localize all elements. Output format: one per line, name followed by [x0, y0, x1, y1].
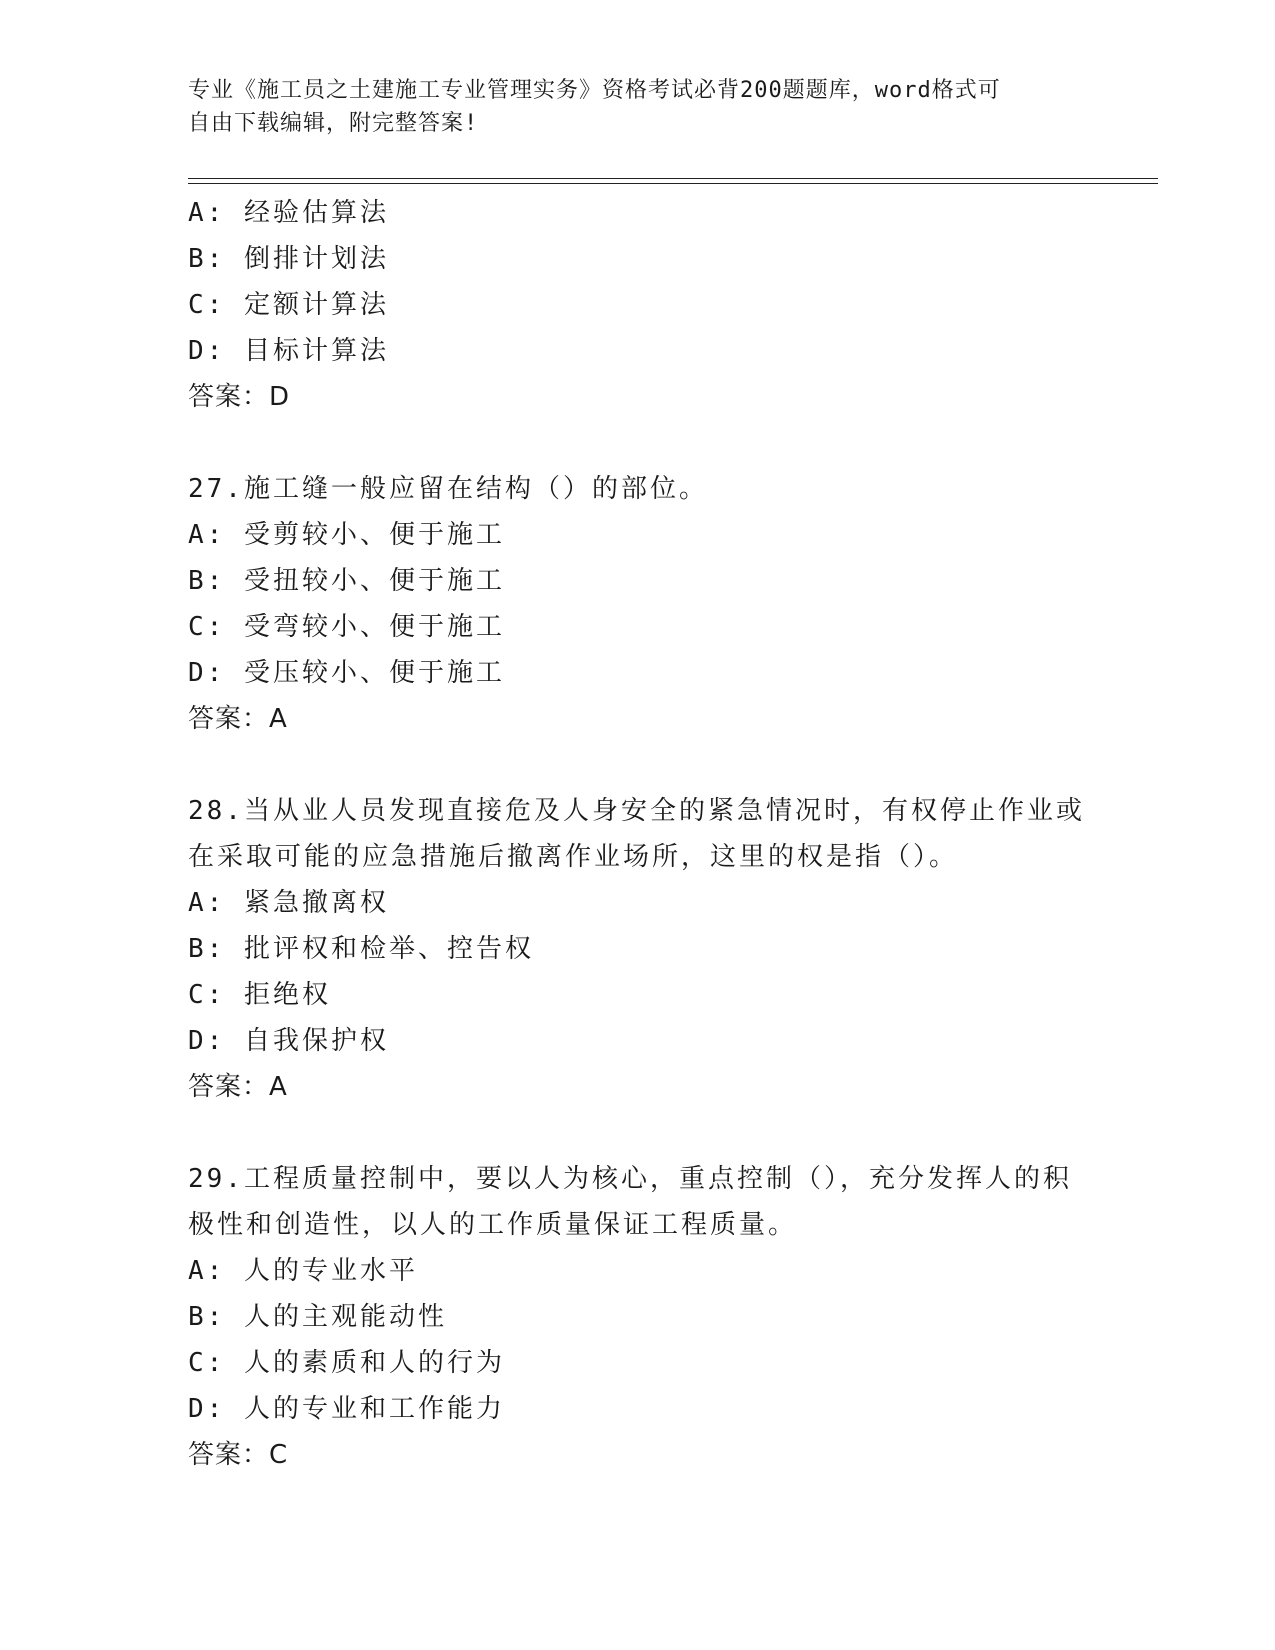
- option-c: C: 定额计算法: [188, 290, 389, 320]
- option-d: D: 目标计算法: [188, 336, 389, 366]
- option-b: B: 人的主观能动性: [188, 1302, 447, 1332]
- option-d: D: 自我保护权: [188, 1026, 389, 1056]
- question-26: [188, 190, 1088, 420]
- option-d: D: 受压较小、便于施工: [188, 658, 505, 688]
- header-title-line-2: 自由下载编辑，附完整答案!: [188, 111, 479, 136]
- spacer: [188, 420, 1088, 466]
- spacer: [188, 742, 1088, 788]
- option-a: A: 经验估算法: [188, 198, 389, 228]
- answer-line: 答案：A: [188, 1072, 288, 1102]
- option-c: C: 受弯较小、便于施工: [188, 612, 505, 642]
- question-28: [188, 788, 1088, 1110]
- question-29: [188, 1156, 1088, 1478]
- answer-line: 答案：C: [188, 1440, 289, 1470]
- question-list: [188, 190, 1088, 1478]
- question-stem: 29.工程质量控制中，要以人为核心，重点控制（），充分发挥人的积: [188, 1164, 1072, 1194]
- question-stem: 极性和创造性，以人的工作质量保证工程质量。: [188, 1210, 798, 1240]
- question-27: [188, 466, 1088, 742]
- answer-line: 答案：A: [188, 704, 288, 734]
- option-a: A: 受剪较小、便于施工: [188, 520, 505, 550]
- question-stem: 28.当从业人员发现直接危及人身安全的紧急情况时，有权停止作业或: [188, 796, 1085, 826]
- option-b: B: 受扭较小、便于施工: [188, 566, 505, 596]
- spacer: [188, 1110, 1088, 1156]
- document-header: [188, 74, 1068, 140]
- header-title-line-1: 专业《施工员之土建施工专业管理实务》资格考试必背200题题库，word格式可: [188, 78, 1001, 103]
- option-a: A: 紧急撤离权: [188, 888, 389, 918]
- header-divider-top: [188, 178, 1158, 179]
- answer-line: 答案：D: [188, 382, 291, 412]
- option-c: C: 拒绝权: [188, 980, 331, 1010]
- option-b: B: 批评权和检举、控告权: [188, 934, 534, 964]
- question-stem: 27.施工缝一般应留在结构（）的部位。: [188, 474, 708, 504]
- option-a: A: 人的专业水平: [188, 1256, 418, 1286]
- question-stem: 在采取可能的应急措施后撤离作业场所，这里的权是指（）。: [188, 842, 959, 872]
- header-divider-bottom: [188, 183, 1158, 184]
- option-d: D: 人的专业和工作能力: [188, 1394, 505, 1424]
- option-c: C: 人的素质和人的行为: [188, 1348, 505, 1378]
- option-b: B: 倒排计划法: [188, 244, 389, 274]
